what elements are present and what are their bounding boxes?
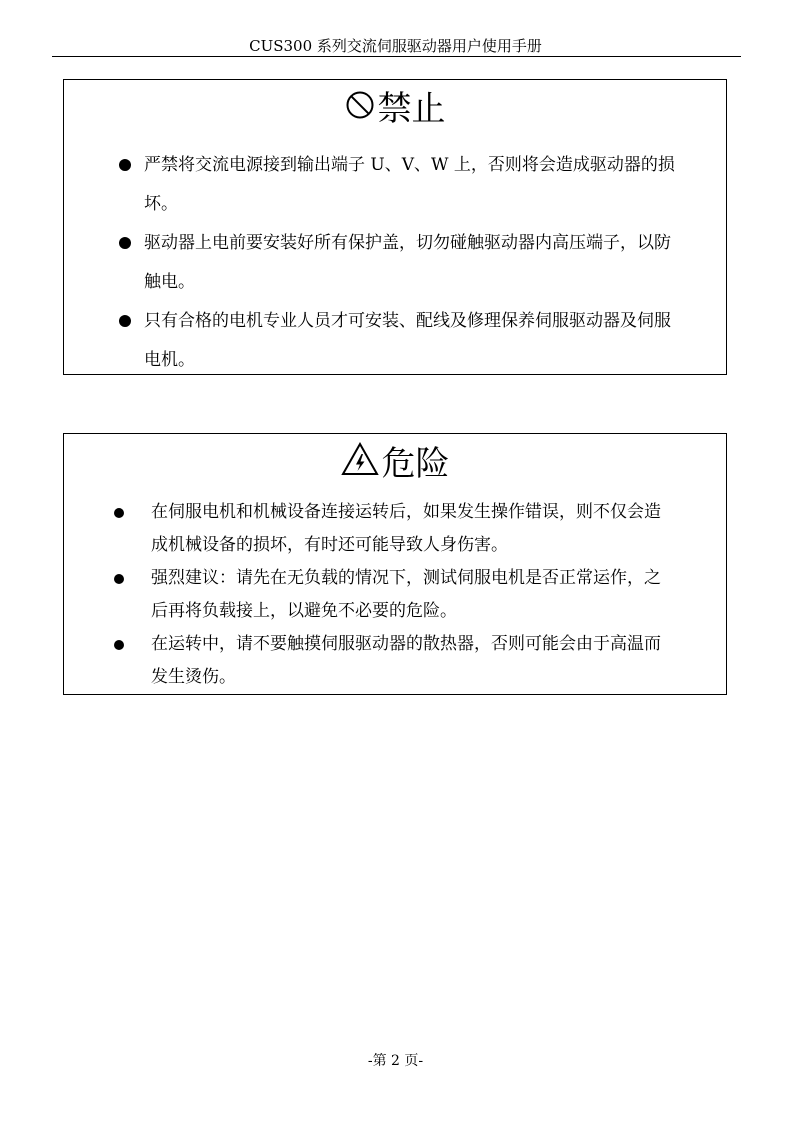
list-item — [64, 224, 726, 302]
list-item — [64, 628, 726, 694]
list-item-text-line1: 在运转中，请不要触摸伺服驱动器的散热器，否则可能会由于高温而 — [151, 634, 661, 654]
list-item — [64, 146, 726, 224]
list-item — [64, 302, 726, 380]
list-item-text-line2: 坏。 — [144, 194, 178, 214]
list-item-text-line1: 驱动器上电前要安装好所有保护盖，切勿碰触驱动器内高压端子，以防 — [144, 233, 671, 253]
bullet-icon — [114, 574, 124, 584]
bullet-icon — [119, 237, 131, 249]
list-item-text-line1: 强烈建议：请先在无负载的情况下，测试伺服电机是否正常运作，之 — [151, 568, 661, 588]
list-item-text-line2: 后再将负载接上，以避免不必要的危险。 — [151, 601, 457, 621]
high-voltage-warning-icon — [341, 442, 379, 485]
list-item-text-line1: 严禁将交流电源接到输出端子 U、V、W 上，否则将会造成驱动器的损 — [144, 155, 675, 175]
list-item-text-line2: 发生烫伤。 — [151, 667, 236, 687]
bullet-icon — [119, 315, 131, 327]
bullet-icon — [114, 508, 124, 518]
list-item-text-line2: 电机。 — [144, 350, 195, 370]
prohibition-icon — [345, 89, 375, 129]
bullet-icon — [119, 159, 131, 171]
list-item-text-line2: 成机械设备的损坏，有时还可能导致人身伤害。 — [151, 535, 508, 555]
list-item-text-line1: 只有合格的电机专业人员才可安装、配线及修理保养伺服驱动器及伺服 — [144, 311, 671, 331]
danger-heading — [64, 442, 726, 485]
prohibit-list — [64, 146, 726, 380]
prohibit-heading — [64, 89, 726, 129]
prohibit-notice-box — [63, 79, 727, 375]
danger-list — [64, 496, 726, 694]
page-number: -第 2 页- — [367, 1053, 424, 1069]
danger-title: 危险 — [381, 443, 450, 484]
bullet-icon — [114, 640, 124, 650]
header-divider — [52, 56, 741, 57]
list-item — [64, 562, 726, 628]
page-header-title: CUS300 系列交流伺服驱动器用户使用手册 — [249, 37, 542, 55]
list-item-text-line1: 在伺服电机和机械设备连接运转后，如果发生操作错误，则不仅会造 — [151, 502, 661, 522]
list-item — [64, 496, 726, 562]
list-item-text-line2: 触电。 — [144, 272, 195, 292]
prohibit-title: 禁止 — [377, 89, 446, 129]
danger-notice-box — [63, 433, 727, 695]
